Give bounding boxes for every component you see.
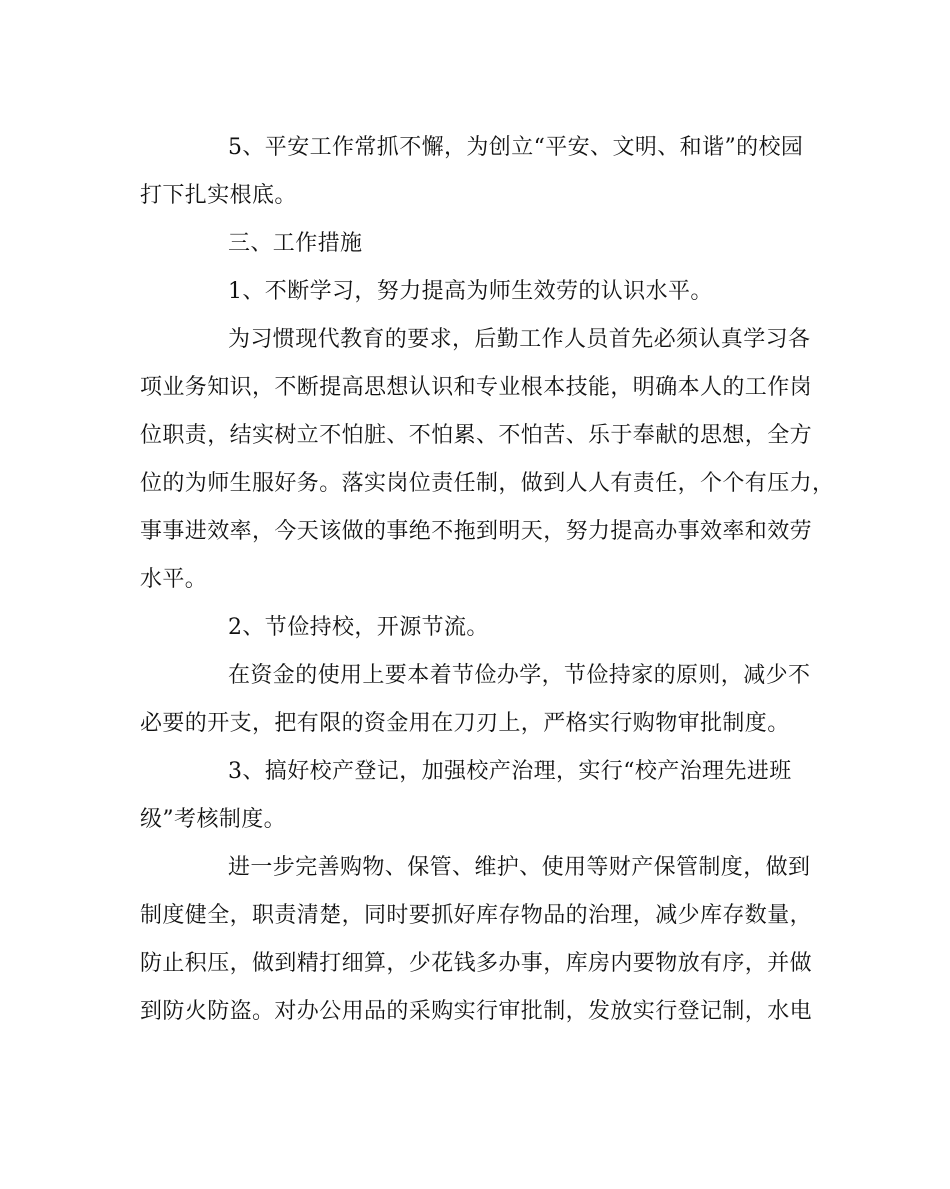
- text-line: 5、平安工作常抓不懈，为创立“平安、文明、和谐”的校园: [228, 135, 804, 160]
- text-line: 进一步完善购物、保管、维护、使用等财产保管制度，做到: [228, 855, 811, 880]
- text-line: 位的为师生服好务。落实岗位责任制，做到人人有责任，个个有压力，: [140, 471, 835, 496]
- text-line: 打下扎实根底。: [140, 183, 297, 208]
- text-line: 项业务知识，不断提高思想认识和专业根本技能，明确本人的工作岗: [140, 375, 813, 400]
- text-line: 防止积压，做到精打细算，少花钱多办事，库房内要物放有序，并做: [140, 951, 813, 976]
- subsection-heading: 3、搞好校产登记，加强校产治理，实行“校产治理先进班: [228, 759, 792, 784]
- text-line: 位职责，结实树立不怕脏、不怕累、不怕苦、乐于奉献的思想，全方: [140, 423, 813, 448]
- subsection-heading-continued: 级”考核制度。: [140, 807, 287, 832]
- text-line: 为习惯现代教育的要求，后勤工作人员首先必须认真学习各: [228, 327, 811, 352]
- text-line: 水平。: [140, 567, 208, 592]
- text-line: 事事进效率，今天该做的事绝不拖到明天，努力提高办事效率和效劳: [140, 519, 813, 544]
- subsection-heading: 1、不断学习，努力提高为师生效劳的认识水平。: [228, 279, 713, 304]
- text-line: 制度健全，职责清楚，同时要抓好库存物品的治理，减少库存数量，: [140, 903, 813, 928]
- text-line: 到防火防盗。对办公用品的采购实行审批制，发放实行登记制，水电: [140, 999, 813, 1024]
- section-heading: 三、工作措施: [228, 231, 363, 256]
- subsection-heading: 2、节俭持校，开源节流。: [228, 615, 489, 640]
- text-line: 必要的开支，把有限的资金用在刀刃上，严格实行购物审批制度。: [140, 711, 790, 736]
- text-line: 在资金的使用上要本着节俭办学，节俭持家的原则，减少不: [228, 663, 811, 688]
